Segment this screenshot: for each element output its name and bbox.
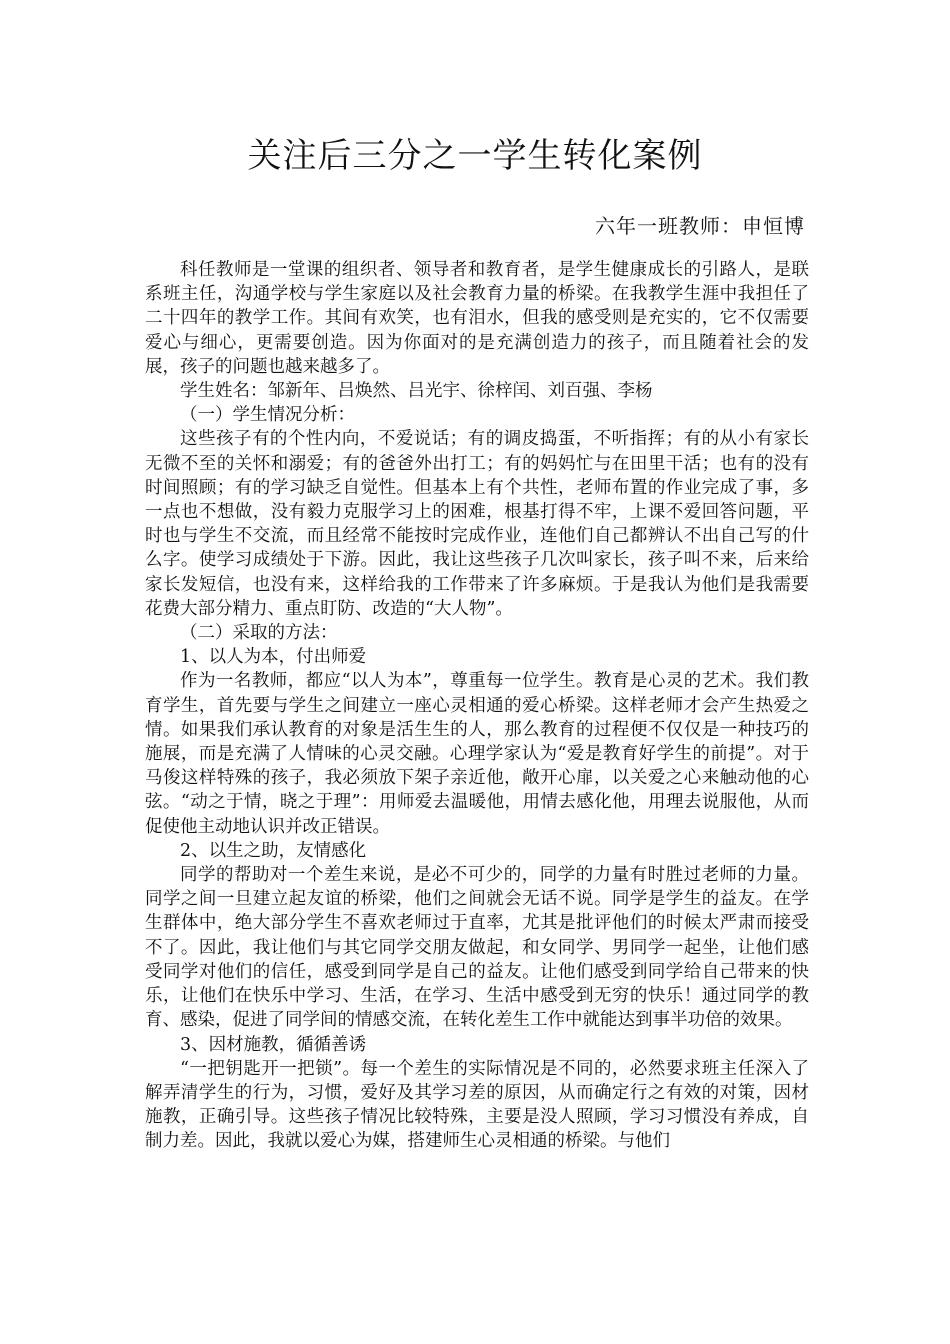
paragraph-analysis: 这些孩子有的个性内向，不爱说话；有的调皮捣蛋，不听指挥；有的从小有家长无微不至的关怀和溺爱；有的爸爸外出打工；有的妈妈忙与在田里干活；也有的没有时间照顾；有的学习缺乏自觉性。但基本上有个共性，老师布置的作业完成了事，多一点也不想做，没有毅力克服学习上的困难，根基打得不牢，上课不爱回答问题，平时也与学生不交流，而且经常不能按时完成作业，连他们自己都辨认不出自己写的什么字。使学习成绩处于下游。因此，我让这些孩子几次叫家长，孩子叫不来，后来给家长发短信，也没有来，这样给我的工作带来了许多麻烦。于是我认为他们是我需要花费大部分精力、重点盯防、改造的“大人物”。	[145, 429, 809, 619]
paragraph-student-names: 学生姓名：邹新年、吕焕然、吕光宇、徐梓闰、刘百强、李杨	[180, 381, 653, 402]
paragraph-method-2: 同学的帮助对一个差生来说，是必不可少的，同学的力量有时胜过老师的力量。同学之间一旦建立起友谊的桥梁，他们之间就会无话不说。同学是学生的益友。在学生群体中，绝大部分学生不喜欢老师过于直率，尤其是批评他们的时候太严肃而接受不了。因此，我让他们与其它同学交朋友做起，和女同学、男同学一起坐，让他们感受同学对他们的信任，感受到同学是自己的益友。让他们感受到同学给自己带来的快乐，让他们在快乐中学习、生活，在学习、生活中感受到无穷的快乐！通过同学的教育、感染，促进了同学间的情感交流，在转化差生工作中就能达到事半功倍的效果。	[145, 865, 809, 1031]
paragraph-intro: 科任教师是一堂课的组织者、领导者和教育者，是学生健康成长的引路人，是联系班主任，沟通学校与学生家庭以及社会教育力量的桥梁。在我教学生涯中我担任了二十四年的教学工作。其间有欢笑，也有泪水，但我的感受则是充实的，它不仅需要爱心与细心，更需要创造。因为你面对的是充满创造力的孩子，而且随着社会的发展，孩子的问题也越来越多了。	[145, 260, 809, 377]
subheading-method-1: 1、以人为本，付出师爱	[180, 647, 367, 668]
subheading-method-3: 3、因材施教，循循善诱	[180, 1034, 367, 1055]
subheading-method-2: 2、以生之助，友情感化	[180, 840, 367, 861]
author-line: 六年一班教师：申恒博	[595, 214, 805, 238]
paragraph-method-3: “一把钥匙开一把锁”。每一个差生的实际情况是不同的，必然要求班主任深入了解弄清学生的行为，习惯，爱好及其学习差的原因，从而确定行之有效的对策，因材施教，正确引导。这些孩子情况比较特殊，主要是没人照顾，学习习惯没有养成，自制力差。因此，我就以爱心为媒，搭建师生心灵相通的桥梁。与他们	[145, 1058, 809, 1152]
document-title: 关注后三分之一学生转化案例	[247, 136, 703, 176]
document-body	[145, 258, 809, 1154]
section-heading-methods: （二）采取的方法：	[180, 623, 338, 644]
section-heading-analysis: （一）学生情况分析：	[180, 405, 355, 426]
paragraph-method-1: 作为一名教师，都应“以人为本”，尊重每一位学生。教育是心灵的艺术。我们教育学生，首先要与学生之间建立一座心灵相通的爱心桥梁。这样老师才会产生热爱之情。如果我们承认教育的对象是活生生的人，那么教育的过程便不仅仅是一种技巧的施展，而是充满了人情味的心灵交融。心理学家认为“爱是教育好学生的前提”。对于马俊这样特殊的孩子，我必须放下架子亲近他，敞开心扉，以关爱之心来触动他的心弦。“动之于情，晓之于理”：用师爱去温暖他，用情去感化他，用理去说服他，从而促使他主动地认识并改正错误。	[145, 671, 809, 837]
